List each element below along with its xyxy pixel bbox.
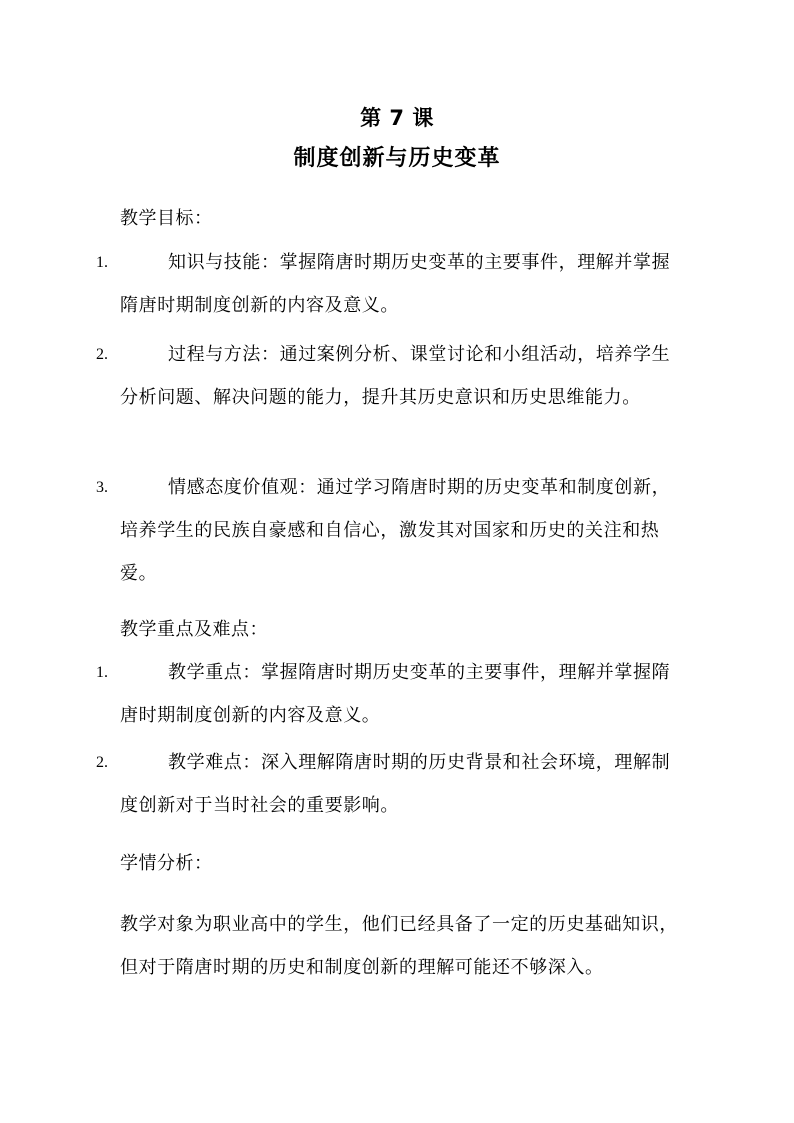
key-points-heading: 教学重点及难点：	[120, 619, 268, 640]
key-point-item-2	[96, 741, 686, 827]
objective-number: 1.	[96, 254, 108, 271]
key-point-number: 2.	[96, 754, 108, 771]
objectives-heading: 教学目标：	[120, 208, 213, 229]
key-point-text: 教学难点：深入理解隋唐时期的历史背景和社会环境，理解制度创新对于当时社会的重要影响。	[120, 752, 671, 816]
objective-text: 情感态度价值观：通过学习隋唐时期的历史变革和制度创新，培养学生的民族自豪感和自信心，激发其对国家和历史的关注和热爱。	[120, 477, 671, 584]
objective-item-2	[96, 333, 686, 419]
objective-item-3	[96, 466, 686, 595]
objective-text: 知识与技能：掌握隋唐时期历史变革的主要事件，理解并掌握隋唐时期制度创新的内容及意义。	[120, 252, 671, 316]
objective-number: 2.	[96, 346, 108, 363]
key-point-text: 教学重点：掌握隋唐时期历史变革的主要事件，理解并掌握隋唐时期制度创新的内容及意义。	[120, 662, 671, 726]
lesson-number: 第 7 课	[360, 106, 434, 130]
analysis-heading: 学情分析：	[120, 853, 213, 874]
key-point-number: 1.	[96, 664, 108, 681]
lesson-title: 制度创新与历史变革	[293, 146, 501, 171]
analysis-paragraph: 教学对象为职业高中的学生，他们已经具备了一定的历史基础知识，但对于隋唐时期的历史和制度创新的理解可能还不够深入。	[120, 914, 678, 978]
objective-item-1	[96, 241, 686, 327]
objective-text: 过程与方法：通过案例分析、课堂讨论和小组活动，培养学生分析问题、解决问题的能力，提升其历史意识和历史思维能力。	[120, 344, 671, 408]
key-point-item-1	[96, 651, 686, 737]
objective-number: 3.	[96, 479, 108, 496]
